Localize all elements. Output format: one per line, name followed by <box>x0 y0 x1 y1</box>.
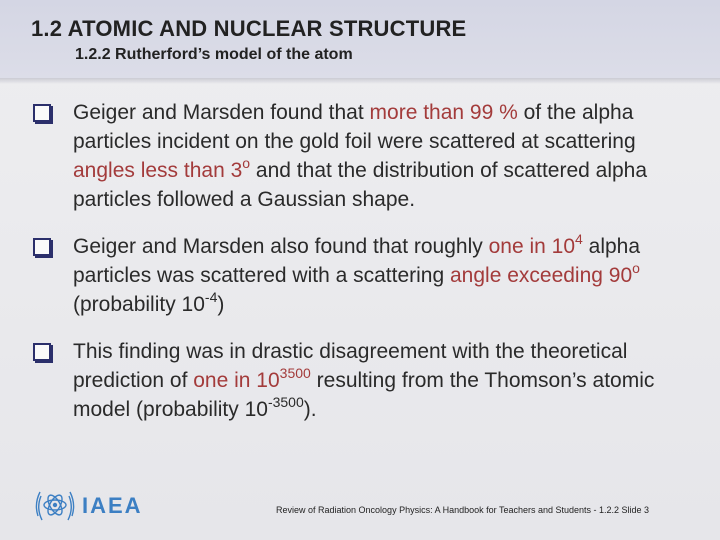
slide-subtitle: 1.2.2 Rutherford’s model of the atom <box>75 46 353 63</box>
bullet-item: Geiger and Marsden found that more than 99 % of the alpha particles incident on the gold foil were scattered at scattering angles less than 3$^o$ and that the distribution of scattered alpha particles followed a Gaussian shape. <box>31 98 691 214</box>
slide-title: 1.2 ATOMIC AND NUCLEAR STRUCTURE <box>31 16 467 41</box>
footer-citation: Review of Radiation Oncology Physics: A Handbook for Teachers and Students - 1.2.2 Slide 3 <box>276 505 650 515</box>
header-divider <box>0 78 720 84</box>
checkbox-bullet-icon <box>33 104 51 122</box>
bullet-item: This finding was in drastic disagreement with the theoretical prediction of one in $10^{3500}$ resulting from the Thomson’s atomic model (probability $10^{-3500}$). <box>31 337 691 424</box>
iaea-wordmark: IAEA <box>82 493 143 518</box>
checkbox-bullet-icon <box>33 238 51 256</box>
bullet-list <box>31 98 691 424</box>
checkbox-bullet-icon <box>33 343 51 361</box>
bullet-item: Geiger and Marsden also found that roughly one in $10^4$ alpha particles was scattered with a scattering angle exceeding 90$^o$ (probability $10^{-4}$) <box>31 232 691 319</box>
